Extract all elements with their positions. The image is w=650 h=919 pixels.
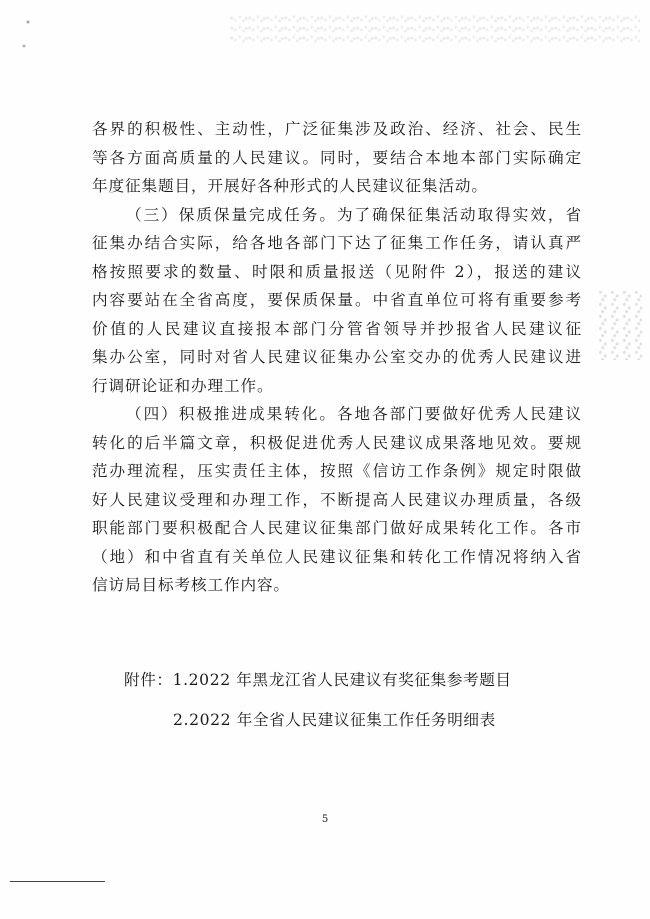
attachments-list (124, 666, 584, 746)
text-line: 年度征集题目，开展好各种形式的人民建议征集活动。 (92, 177, 488, 195)
attachment-item: 2.2022 年全省人民建议征集工作任务明细表 (173, 711, 496, 729)
text-line: 范办理流程，压实责任主体，按照《信访工作条例》规定时限做 (92, 462, 582, 480)
text-line: （地）和中省直有关单位人民建议征集和转化工作情况将纳入省 (92, 547, 582, 566)
text-line: 格按照要求的数量、时限和质量报送（见附件 2），报送的建议 (92, 262, 582, 281)
text-line: （三）保质保量完成任务。为了确保征集活动取得实效，省 (126, 205, 582, 224)
text-line: 等各方面高质量的人民建议。同时，要结合本地本部门实际确定 (92, 148, 582, 167)
text-line: 征集办结合实际，给各地各部门下达了征集工作任务，请认真严 (92, 234, 582, 252)
body-text (92, 115, 582, 600)
text-line: 内容要站在全省高度，要保质保量。中省直单位可将有重要参考 (92, 291, 582, 309)
attachment-item: 附件：1.2022 年黑龙江省人民建议有奖征集参考题目 (124, 671, 512, 689)
text-line: 好人民建议受理和办理工作，不断提高人民建议办理质量，各级 (92, 490, 582, 509)
scan-noise-right (598, 290, 642, 360)
text-line: 转化的后半篇文章，积极促进优秀人民建议成果落地见效。要规 (92, 433, 582, 452)
text-line: （四）积极推进成果转化。各地各部门要做好优秀人民建议 (126, 405, 582, 423)
scan-edge-line (10, 881, 105, 882)
text-line: 行调研论证和办理工作。 (92, 376, 274, 395)
scan-noise-corner (18, 14, 38, 54)
text-line: 集办公室，同时对省人民建议征集办公室交办的优秀人民建议进 (92, 348, 582, 366)
scan-noise-top (230, 14, 640, 44)
page-number: 5 (321, 814, 329, 825)
text-line: 各界的积极性、主动性，广泛征集涉及政治、经济、社会、民生 (92, 120, 582, 138)
text-line: 价值的人民建议直接报本部门分管省领导并抄报省人民建议征 (92, 319, 582, 338)
text-line: 职能部门要积极配合人民建议征集部门做好成果转化工作。各市 (92, 519, 582, 537)
text-line: 信访局目标考核工作内容。 (92, 576, 290, 594)
